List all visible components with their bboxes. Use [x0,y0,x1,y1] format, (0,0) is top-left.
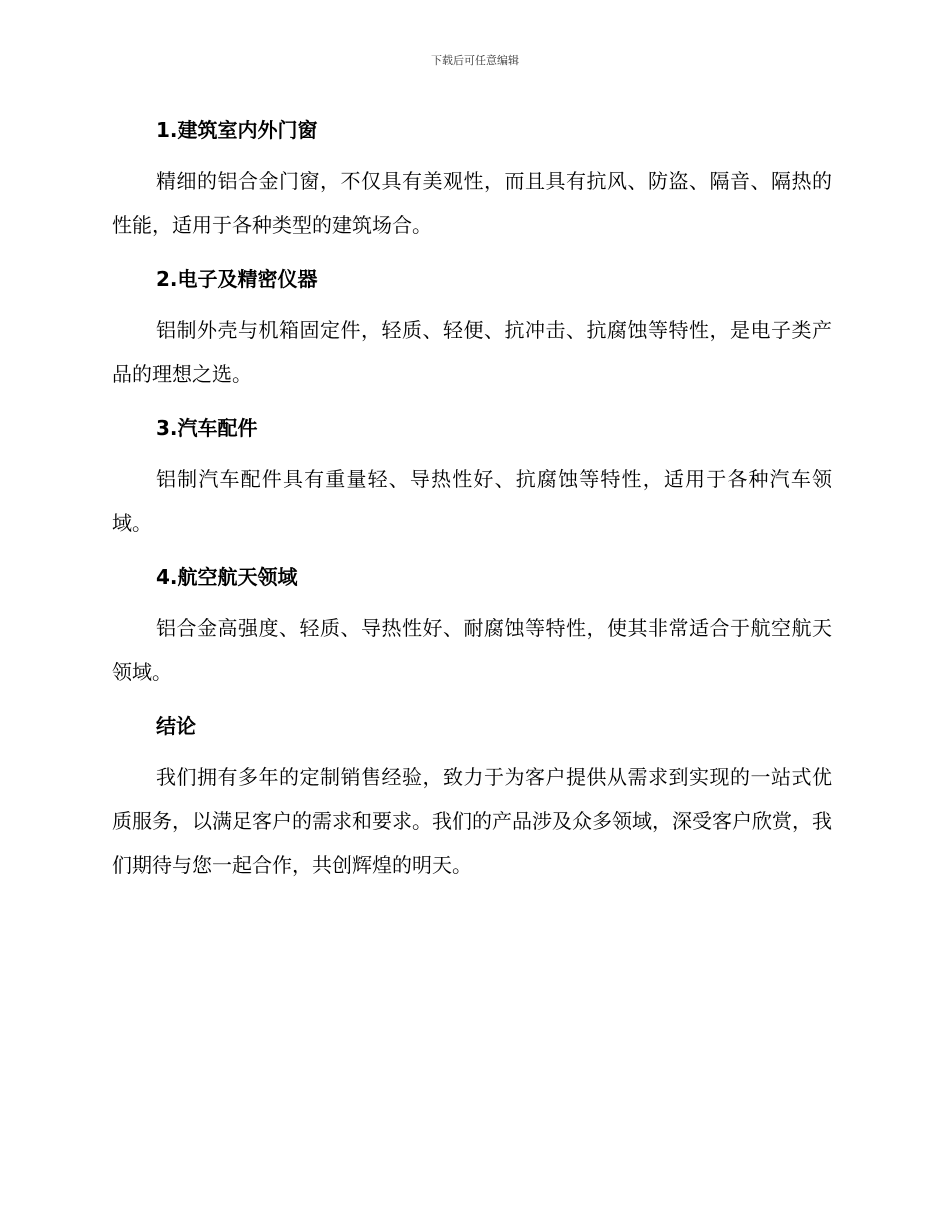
section-body-conclusion: 我们拥有多年的定制销售经验，致力于为客户提供从需求到实现的一站式优质服务，以满足客户的需求和要求。我们的产品涉及众多领域，深受客户欣赏，我们期待与您一起合作，共创辉煌的明天。 [112,765,832,877]
section-heading-aerospace: 4.航空航天领域 [156,565,298,589]
document-body [112,110,832,899]
section-heading-doors-windows: 1.建筑室内外门窗 [156,118,318,142]
section-body-doors-windows: 精细的铝合金门窗，不仅具有美观性，而且具有抗风、防盗、隔音、隔热的性能，适用于各种类型的建筑场合。 [112,169,832,237]
page-header-note: 下载后可任意编辑 [431,54,519,67]
section-heading-auto-parts: 3.汽车配件 [156,416,258,440]
section-heading-electronics: 2.电子及精密仪器 [156,267,318,291]
section-body-auto-parts: 铝制汽车配件具有重量轻、导热性好、抗腐蚀等特性，适用于各种汽车领域。 [112,467,832,535]
section-body-aerospace: 铝合金高强度、轻质、导热性好、耐腐蚀等特性，使其非常适合于航空航天领域。 [112,616,832,684]
section-body-electronics: 铝制外壳与机箱固定件，轻质、轻便、抗冲击、抗腐蚀等特性，是电子类产品的理想之选。 [112,318,832,386]
section-heading-conclusion: 结论 [156,714,196,738]
